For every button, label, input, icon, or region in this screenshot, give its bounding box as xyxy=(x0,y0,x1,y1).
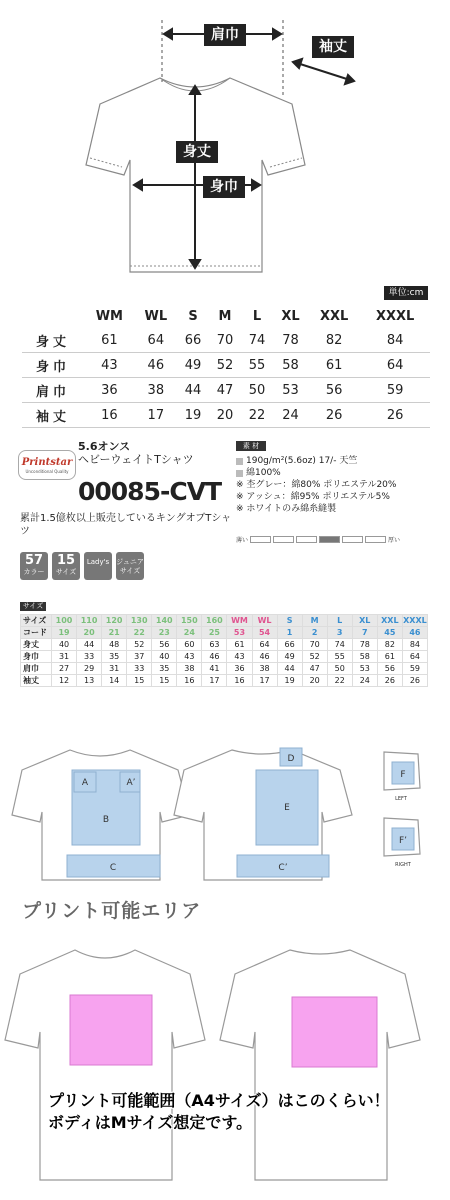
row-label: 身丈 xyxy=(22,328,84,353)
size-chart xyxy=(22,304,430,428)
size-header: XL xyxy=(281,308,300,324)
detail-value: 19 xyxy=(277,675,302,687)
thickness-seg xyxy=(296,536,317,543)
size-value: 64 xyxy=(135,328,177,353)
size-value: 49 xyxy=(177,353,209,378)
detail-size-chart xyxy=(20,614,428,687)
detail-size: M xyxy=(302,615,327,627)
detail-value: 46 xyxy=(202,651,227,663)
thin-label: 薄い xyxy=(236,537,249,544)
size-row-label: サイズ xyxy=(21,615,52,627)
product-name: ヘビーウェイトTシャツ xyxy=(78,453,194,466)
material-line xyxy=(236,455,396,467)
detail-value: 78 xyxy=(352,639,377,651)
detail-value: 33 xyxy=(127,663,152,675)
zone-f: F xyxy=(400,770,406,780)
badge xyxy=(116,552,144,580)
size-value: 61 xyxy=(308,353,360,378)
material-line xyxy=(236,479,396,491)
size-value: 52 xyxy=(209,353,241,378)
detail-code: 45 xyxy=(377,627,402,639)
size-value: 20 xyxy=(209,403,241,428)
badge-number: 57 xyxy=(24,553,44,568)
size-row xyxy=(22,378,430,403)
shoulder-width-label: 肩巾 xyxy=(204,24,246,46)
detail-code: 25 xyxy=(202,627,227,639)
size-value: 74 xyxy=(241,328,273,353)
size-value: 26 xyxy=(308,403,360,428)
note-line-1: プリント可能範囲（A4サイズ）はこのくらい！ xyxy=(48,1091,390,1110)
size-row xyxy=(22,353,430,378)
size-value: 82 xyxy=(308,328,360,353)
size-value: 78 xyxy=(273,328,308,353)
detail-code: 21 xyxy=(102,627,127,639)
zone-d: D xyxy=(287,754,295,764)
detail-value: 40 xyxy=(152,651,177,663)
detail-value: 15 xyxy=(152,675,177,687)
zone-c-prime: C’ xyxy=(278,863,288,873)
back-print-area xyxy=(292,997,377,1067)
zone-a-prime: A’ xyxy=(126,778,136,788)
weight-text: 5.6オンス xyxy=(78,440,131,453)
badge-text: カラー xyxy=(23,568,45,576)
badge-text: サイズ xyxy=(55,568,77,576)
detail-value: 13 xyxy=(77,675,102,687)
detail-value: 63 xyxy=(202,639,227,651)
detail-value: 59 xyxy=(402,663,427,675)
detail-code: 53 xyxy=(227,627,252,639)
detail-value: 60 xyxy=(177,639,202,651)
detail-value: 35 xyxy=(102,651,127,663)
detail-size: WL xyxy=(252,615,277,627)
detail-value: 41 xyxy=(202,663,227,675)
zone-c: C xyxy=(109,863,117,873)
detail-size: 160 xyxy=(202,615,227,627)
thick-label: 厚い xyxy=(388,537,401,544)
detail-value: 24 xyxy=(352,675,377,687)
detail-code: 20 xyxy=(77,627,102,639)
material-line xyxy=(236,467,396,479)
row-label: 袖丈 xyxy=(22,403,84,428)
row-label: 身巾 xyxy=(22,353,84,378)
badge-row xyxy=(20,552,144,580)
detail-row-label: 肩巾 xyxy=(21,663,52,675)
size-header: XXL xyxy=(320,308,349,324)
size-value: 70 xyxy=(209,328,241,353)
size-value: 58 xyxy=(273,353,308,378)
detail-value: 17 xyxy=(252,675,277,687)
swatch-icon xyxy=(236,470,243,477)
print-zone-diagram xyxy=(0,740,450,890)
body-length-label: 身丈 xyxy=(176,141,218,163)
size-value: 66 xyxy=(177,328,209,353)
detail-code: 3 xyxy=(327,627,352,639)
size-value: 59 xyxy=(360,378,430,403)
detail-row-label: 身丈 xyxy=(21,639,52,651)
detail-value: 66 xyxy=(277,639,302,651)
detail-code: 54 xyxy=(252,627,277,639)
detail-row xyxy=(21,663,428,675)
detail-value: 47 xyxy=(302,663,327,675)
zone-b: B xyxy=(102,815,110,825)
detail-code: 22 xyxy=(127,627,152,639)
body-width-label: 身巾 xyxy=(203,176,245,198)
detail-value: 35 xyxy=(152,663,177,675)
detail-value: 56 xyxy=(152,639,177,651)
detail-value: 44 xyxy=(77,639,102,651)
size-header-row xyxy=(22,304,430,328)
detail-value: 17 xyxy=(202,675,227,687)
detail-value: 53 xyxy=(352,663,377,675)
detail-value: 61 xyxy=(227,639,252,651)
detail-code: 7 xyxy=(352,627,377,639)
size-value: 53 xyxy=(273,378,308,403)
detail-value: 38 xyxy=(177,663,202,675)
front-print-area xyxy=(70,995,152,1065)
detail-size: L xyxy=(327,615,352,627)
detail-value: 82 xyxy=(377,639,402,651)
detail-code: 19 xyxy=(52,627,77,639)
detail-row xyxy=(21,639,428,651)
detail-value: 46 xyxy=(252,651,277,663)
product-weight xyxy=(78,440,194,466)
detail-value: 27 xyxy=(52,663,77,675)
print-area-diagram xyxy=(0,940,450,1190)
right-label: RIGHT xyxy=(395,862,411,868)
thickness-seg xyxy=(365,536,386,543)
detail-value: 12 xyxy=(52,675,77,687)
material-list xyxy=(236,455,396,515)
detail-value: 38 xyxy=(252,663,277,675)
detail-size: WM xyxy=(227,615,252,627)
size-value: 84 xyxy=(360,328,430,353)
detail-code: 1 xyxy=(277,627,302,639)
detail-chart-heading: サイズ xyxy=(20,602,46,611)
detail-value: 20 xyxy=(302,675,327,687)
product-code: 00085-CVT xyxy=(78,477,222,506)
size-value: 64 xyxy=(360,353,430,378)
zone-a: A xyxy=(81,778,89,788)
detail-value: 31 xyxy=(102,663,127,675)
detail-value: 55 xyxy=(327,651,352,663)
detail-code-row xyxy=(21,627,428,639)
size-value: 61 xyxy=(84,328,134,353)
badge-number: 15 xyxy=(56,553,76,568)
detail-size: 150 xyxy=(177,615,202,627)
detail-value: 74 xyxy=(327,639,352,651)
size-value: 44 xyxy=(177,378,209,403)
material-line xyxy=(236,491,396,503)
size-row xyxy=(22,403,430,428)
badge-text: Lady's xyxy=(86,558,110,566)
sleeve-length-label: 袖丈 xyxy=(312,36,354,58)
detail-size: XXXL xyxy=(403,616,427,625)
detail-value: 22 xyxy=(327,675,352,687)
badge xyxy=(84,552,112,580)
material-text: ※ ホワイトのみ綿糸縫製 xyxy=(236,504,337,514)
size-value: 26 xyxy=(360,403,430,428)
detail-code: 24 xyxy=(177,627,202,639)
zone-e: E xyxy=(284,803,290,813)
detail-value: 36 xyxy=(227,663,252,675)
detail-size: 130 xyxy=(127,615,152,627)
size-value: 36 xyxy=(84,378,134,403)
thickness-seg xyxy=(342,536,363,543)
printstar-logo xyxy=(18,450,76,480)
detail-value: 40 xyxy=(52,639,77,651)
size-header: L xyxy=(252,308,262,324)
detail-size: XXL xyxy=(377,615,402,627)
svg-text:Printstar: Printstar xyxy=(21,457,73,468)
size-value: 17 xyxy=(135,403,177,428)
detail-value: 16 xyxy=(177,675,202,687)
detail-row-label: 身巾 xyxy=(21,651,52,663)
note-line-2: ボディはMサイズ想定です。 xyxy=(48,1113,253,1132)
size-header: S xyxy=(188,308,198,324)
detail-value: 64 xyxy=(252,639,277,651)
row-label: 肩巾 xyxy=(22,378,84,403)
badge-text: ジュニアサイズ xyxy=(116,558,144,575)
size-header: WM xyxy=(95,308,123,324)
size-header: XXXL xyxy=(375,308,415,324)
detail-value: 70 xyxy=(302,639,327,651)
size-value: 55 xyxy=(241,353,273,378)
corner-cell xyxy=(22,304,84,328)
thickness-seg xyxy=(273,536,294,543)
zone-f-prime: F’ xyxy=(398,836,408,846)
thickness-scale xyxy=(236,535,400,544)
size-value: 50 xyxy=(241,378,273,403)
detail-row xyxy=(21,651,428,663)
detail-size: S xyxy=(277,615,302,627)
size-value: 38 xyxy=(135,378,177,403)
print-note xyxy=(48,1090,390,1134)
detail-code: 23 xyxy=(152,627,177,639)
print-area-heading: プリント可能エリア xyxy=(22,900,202,922)
detail-value: 50 xyxy=(327,663,352,675)
size-value: 47 xyxy=(209,378,241,403)
detail-value: 14 xyxy=(102,675,127,687)
size-value: 24 xyxy=(273,403,308,428)
detail-size-row xyxy=(21,615,428,627)
detail-value: 44 xyxy=(277,663,302,675)
svg-text:Unconditional Quality: Unconditional Quality xyxy=(25,469,69,474)
material-heading: 素 材 xyxy=(236,441,266,451)
size-value: 56 xyxy=(308,378,360,403)
detail-value: 16 xyxy=(227,675,252,687)
detail-value: 58 xyxy=(352,651,377,663)
detail-value: 26 xyxy=(377,675,402,687)
detail-size: 100 xyxy=(52,615,77,627)
product-description: 累計1.5億枚以上販売しているキングオブTシャツ xyxy=(20,513,232,537)
detail-row xyxy=(21,675,428,687)
detail-value: 52 xyxy=(127,639,152,651)
detail-value: 26 xyxy=(402,675,427,687)
unit-label: 単位:cm xyxy=(384,286,428,300)
detail-size: 140 xyxy=(152,615,177,627)
detail-value: 84 xyxy=(402,639,427,651)
material-text: ※ アッシュ：綿95% ポリエステル5% xyxy=(236,492,390,502)
detail-value: 29 xyxy=(77,663,102,675)
detail-value: 52 xyxy=(302,651,327,663)
size-value: 19 xyxy=(177,403,209,428)
size-row xyxy=(22,328,430,353)
size-value: 43 xyxy=(84,353,134,378)
badge xyxy=(20,552,48,580)
material-text: 190g/m²(5.6oz) 17/- 天竺 xyxy=(246,456,358,466)
detail-value: 48 xyxy=(102,639,127,651)
detail-size: XL xyxy=(352,615,377,627)
swatch-icon xyxy=(236,458,243,465)
size-header: M xyxy=(218,308,232,324)
size-header: WL xyxy=(144,308,168,324)
detail-row-label: 袖丈 xyxy=(21,675,52,687)
detail-value: 43 xyxy=(227,651,252,663)
size-value: 22 xyxy=(241,403,273,428)
left-label: LEFT xyxy=(395,796,407,802)
detail-value: 61 xyxy=(377,651,402,663)
detail-value: 33 xyxy=(77,651,102,663)
detail-value: 31 xyxy=(52,651,77,663)
detail-size: 110 xyxy=(77,615,102,627)
thickness-seg xyxy=(250,536,271,543)
detail-size: 120 xyxy=(102,615,127,627)
size-value: 16 xyxy=(84,403,134,428)
detail-value: 56 xyxy=(377,663,402,675)
detail-value: 37 xyxy=(127,651,152,663)
material-text: 綿100% xyxy=(246,468,281,478)
size-value: 46 xyxy=(135,353,177,378)
detail-value: 49 xyxy=(277,651,302,663)
code-row-label: コード xyxy=(21,627,52,639)
badge xyxy=(52,552,80,580)
detail-value: 64 xyxy=(402,651,427,663)
detail-code: 46 xyxy=(402,627,427,639)
detail-value: 43 xyxy=(177,651,202,663)
detail-value: 15 xyxy=(127,675,152,687)
material-line xyxy=(236,503,396,515)
thickness-seg-active xyxy=(319,536,340,543)
material-text: ※ 杢グレー：綿80% ポリエステル20% xyxy=(236,480,397,490)
detail-code: 2 xyxy=(302,627,327,639)
